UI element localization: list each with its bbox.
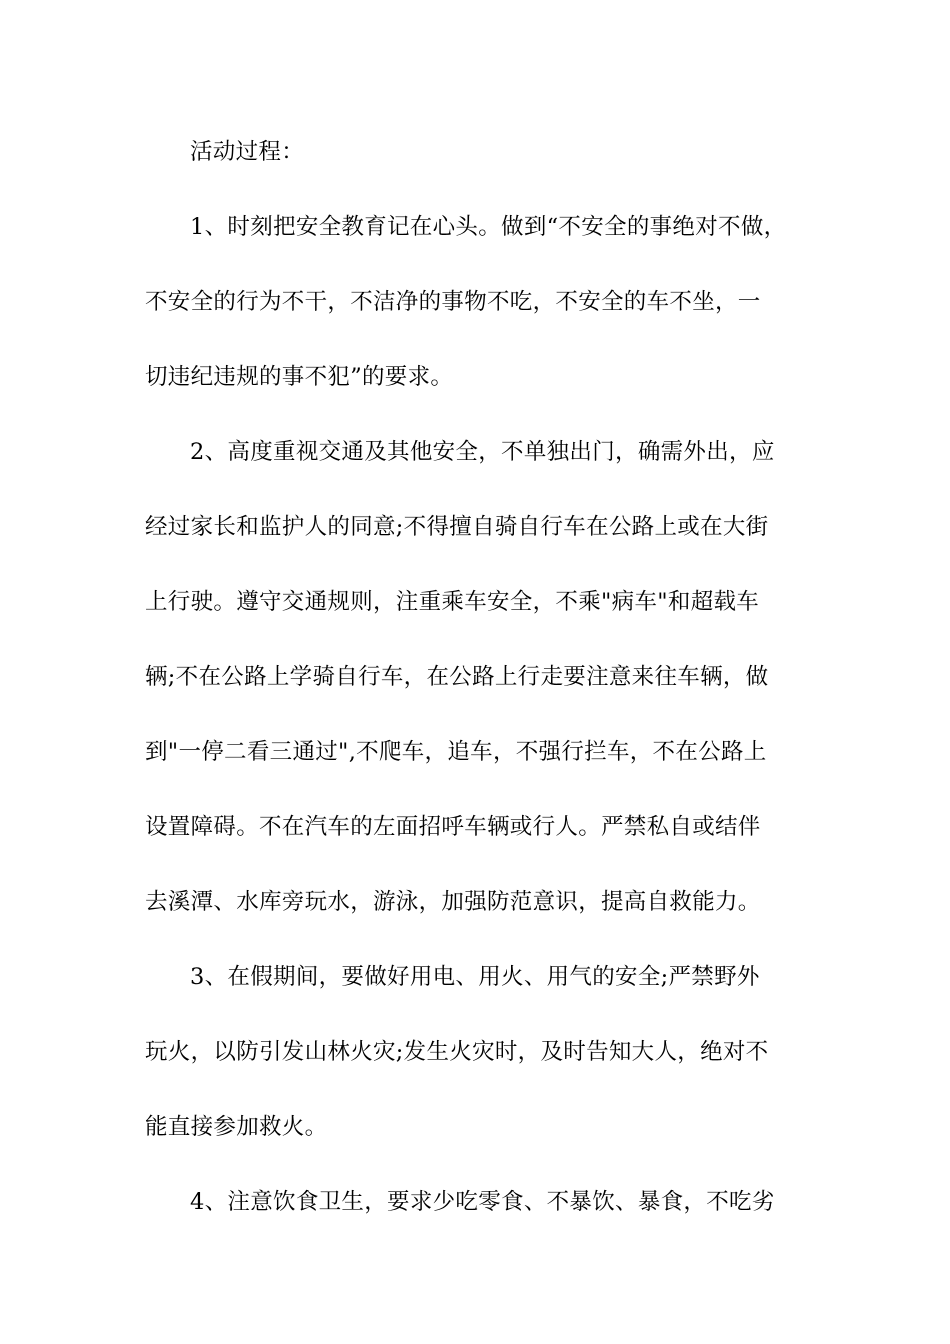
paragraph-1-line-2: 不安全的行为不干，不洁净的事物不吃，不安全的车不坐，一 bbox=[145, 289, 761, 315]
paragraph-2-line-1: 2、高度重视交通及其他安全，不单独出门，确需外出，应 bbox=[190, 439, 775, 465]
document-body bbox=[145, 134, 810, 1259]
paragraph-2-line-3: 上行驶。遵守交通规则，注重乘车安全，不乘"病车"和超载车 bbox=[145, 589, 760, 615]
paragraph-3-line-2: 玩火，以防引发山林火灾;发生火灾时，及时告知大人，绝对不 bbox=[145, 1039, 769, 1065]
paragraph-2-line-5: 到"一停二看三通过",不爬车，追车，不强行拦车，不在公路上 bbox=[145, 739, 767, 765]
paragraph-1-line-1: 1、时刻把安全教育记在心头。做到“不安全的事绝对不做， bbox=[190, 214, 787, 240]
paragraph-3-line-1: 3、在假期间，要做好用电、用火、用气的安全;严禁野外 bbox=[190, 964, 760, 990]
paragraph-2-line-4: 辆;不在公路上学骑自行车，在公路上行走要注意来往车辆，做 bbox=[145, 664, 769, 690]
section-heading: 活动过程： bbox=[190, 139, 305, 165]
paragraph-2-line-6: 设置障碍。不在汽车的左面招呼车辆或行人。严禁私自或结伴 bbox=[145, 814, 761, 840]
paragraph-2-line-2: 经过家长和监护人的同意;不得擅自骑自行车在公路上或在大街 bbox=[145, 514, 769, 540]
paragraph-1-line-3: 切违纪违规的事不犯”的要求。 bbox=[145, 364, 454, 390]
paragraph-2-line-7: 去溪潭、水库旁玩水，游泳，加强防范意识，提高自救能力。 bbox=[145, 889, 761, 915]
paragraph-4-line-1: 4、注意饮食卫生，要求少吃零食、不暴饮、暴食，不吃劣 bbox=[190, 1189, 775, 1215]
paragraph-3-line-3: 能直接参加救火。 bbox=[145, 1114, 328, 1140]
